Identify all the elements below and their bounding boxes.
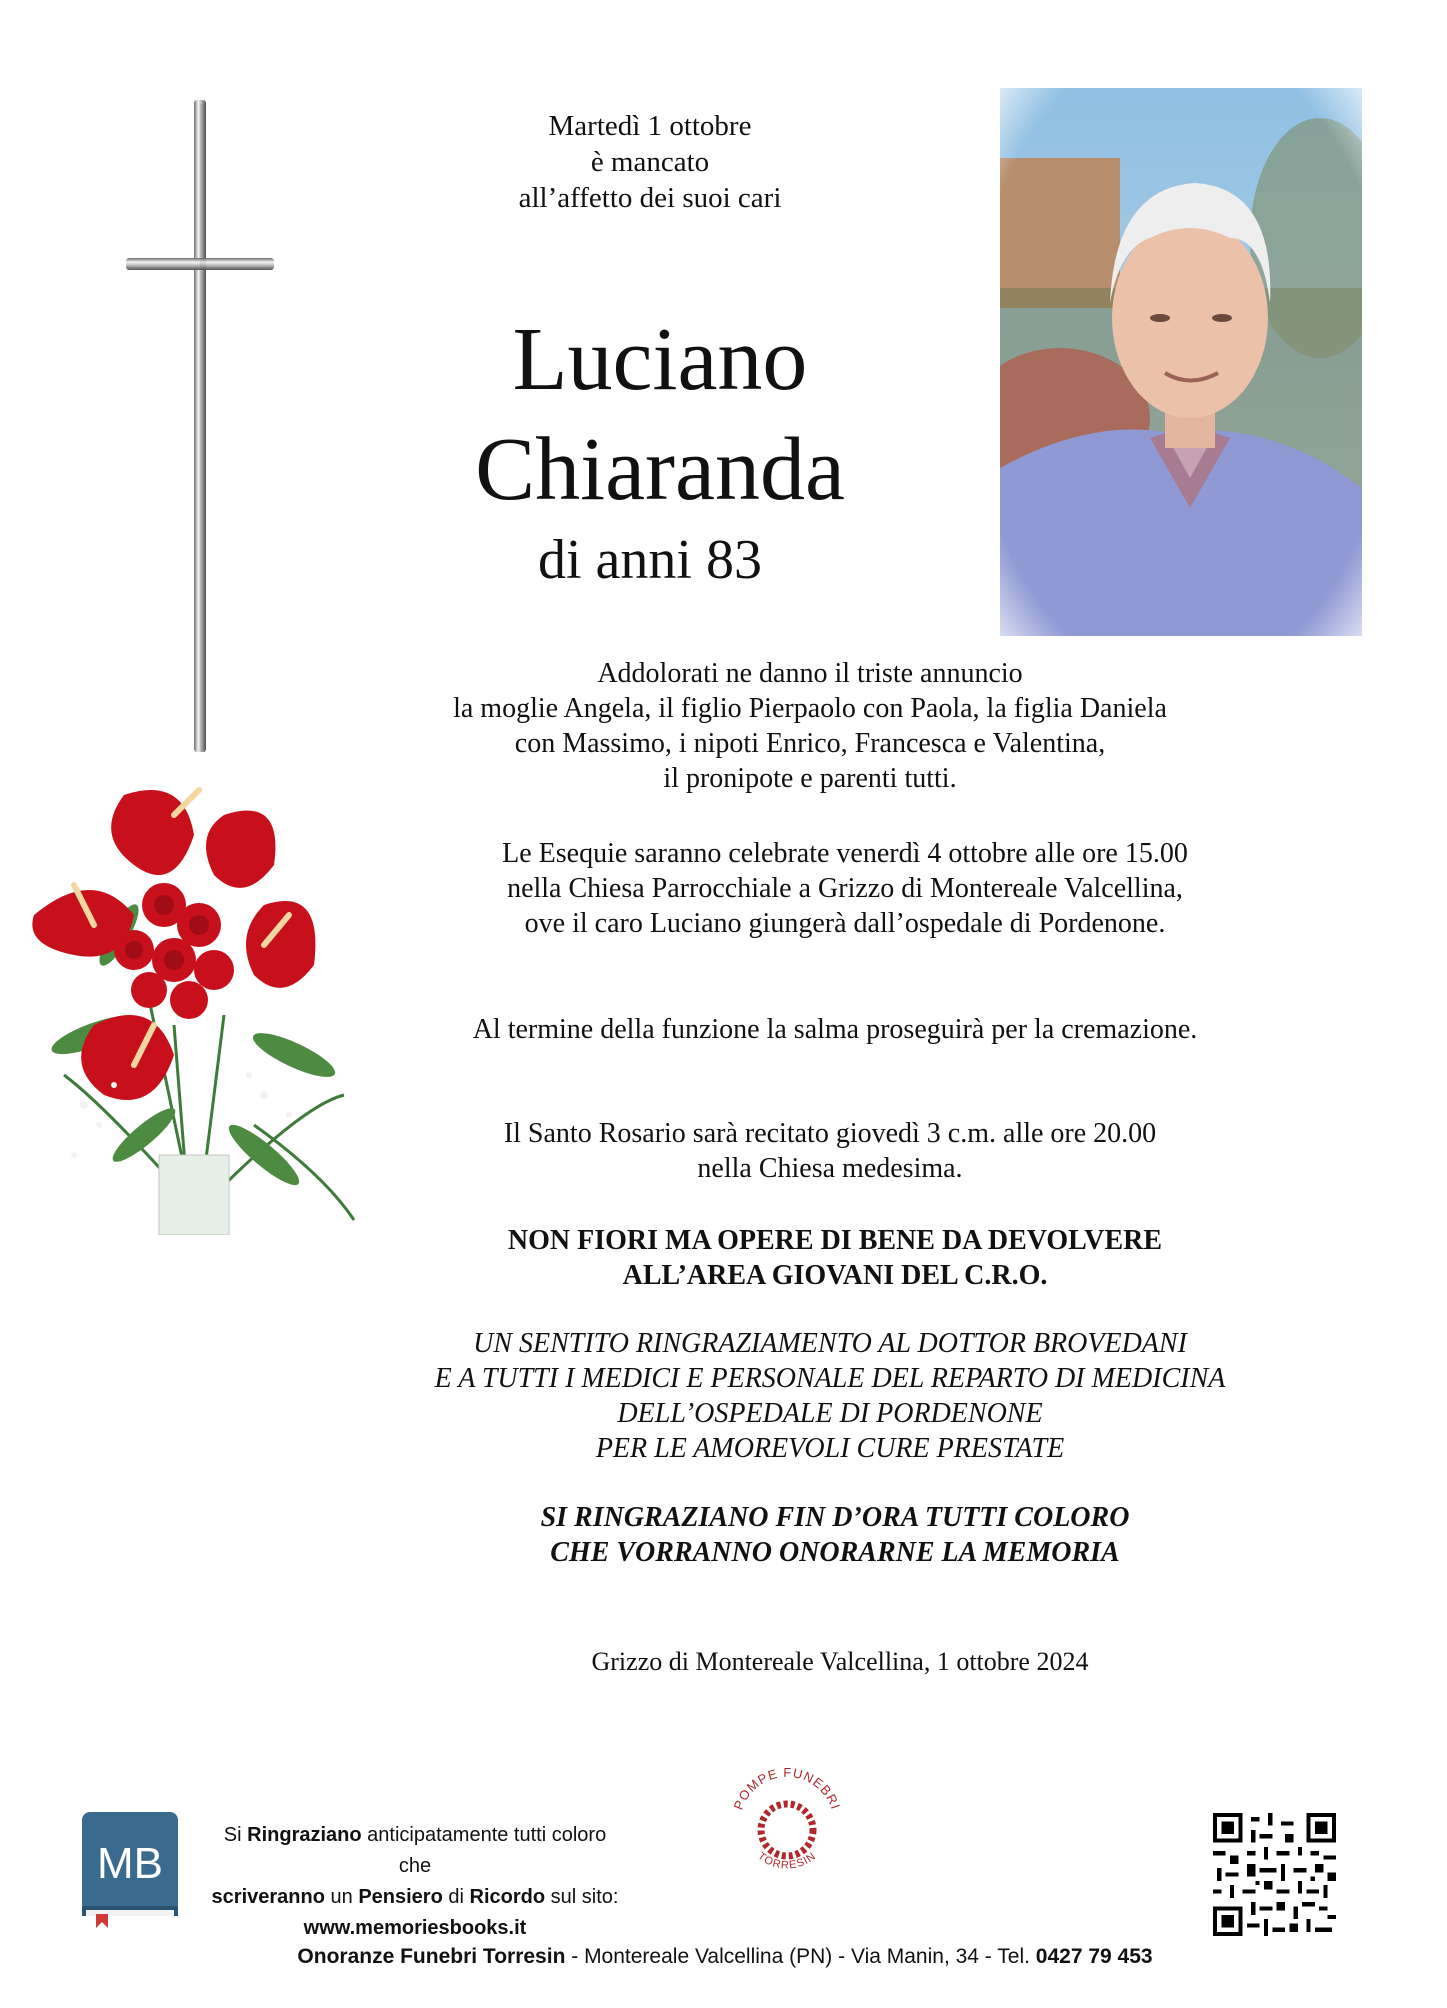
- thanks-doctors-line: E A TUTTI I MEDICI E PERSONALE DEL REPARTO DI MEDICINA: [434, 1363, 1226, 1394]
- mb-text-part: un: [330, 1886, 353, 1908]
- announcement-line: con Massimo, i nipoti Enrico, Francesca e Valentina,: [514, 728, 1106, 759]
- footer-address: - Montereale Valcellina (PN) - Via Manin, 34 - Tel.: [565, 1945, 1036, 1968]
- place-date: Grizzo di Montereale Valcellina, 1 ottobre 2024: [591, 1647, 1089, 1676]
- portrait-photo: [1000, 88, 1362, 636]
- memoriesbooks-logo-icon: [80, 1810, 180, 1930]
- thanks-all-line: SI RINGRAZIANO FIN D’ORA TUTTI COLORO: [540, 1502, 1130, 1533]
- mb-text-bold: Ricordo: [469, 1886, 546, 1908]
- mb-text-bold: Pensiero: [358, 1886, 443, 1908]
- thanks-doctors-line: DELL’OSPEDALE DI PORDENONE: [617, 1398, 1043, 1429]
- mb-text-part: anticipatamente tutti coloro che: [367, 1824, 607, 1877]
- last-name: Chiaranda: [475, 420, 845, 519]
- torresin-logo-icon: [722, 1758, 852, 1888]
- flower-bouquet-icon: [24, 775, 359, 1235]
- affection-line: all’affetto dei suoi cari: [518, 182, 782, 214]
- rosary-line: nella Chiesa medesima.: [697, 1153, 963, 1184]
- announcement-line: Addolorati ne danno il triste annuncio: [597, 658, 1023, 689]
- passed-away-line: è mancato: [590, 146, 710, 178]
- memoriesbooks-text: [210, 1820, 620, 1944]
- footer-phone[interactable]: 0427 79 453: [1035, 1945, 1153, 1968]
- mb-text-bold: Ringraziano: [247, 1824, 362, 1846]
- age-text: di anni 83: [538, 529, 762, 591]
- announcement-line: la moglie Angela, il figlio Pierpaolo con Paola, la figlia Daniela: [453, 693, 1167, 724]
- mb-text-bold: scriveranno: [211, 1886, 325, 1908]
- first-name: Luciano: [512, 310, 808, 409]
- rosary-line: Il Santo Rosario sarà recitato giovedì 3 c.m. alle ore 20.00: [503, 1118, 1157, 1149]
- death-date-line: Martedì 1 ottobre: [548, 110, 752, 142]
- memoriesbooks-url[interactable]: www.memoriesbooks.it: [303, 1917, 527, 1939]
- torresin-top-text: POMPE FUNEBRI: [730, 1764, 844, 1812]
- thanks-all-line: CHE VORRANNO ONORARNE LA MEMORIA: [550, 1537, 1120, 1568]
- torresin-bottom-text: TORRESIN: [755, 1850, 819, 1872]
- thanks-doctors-line: PER LE AMOREVOLI CURE PRESTATE: [595, 1433, 1065, 1464]
- svg-text:TORRESIN: [755, 1850, 818, 1871]
- announcement-line: il pronipote e parenti tutti.: [663, 763, 957, 794]
- footer-company: Onoranze Funebri Torresin: [297, 1945, 566, 1968]
- thanks-doctors-line: UN SENTITO RINGRAZIAMENTO AL DOTTOR BROVEDANI: [473, 1328, 1187, 1359]
- mb-text-part: di: [448, 1886, 464, 1908]
- qr-code[interactable]: [1213, 1813, 1336, 1936]
- funeral-line: Le Esequie saranno celebrate venerdì 4 ottobre alle ore 15.00: [502, 838, 1188, 869]
- mb-logo-text: MB: [97, 1839, 163, 1888]
- cross-icon: [120, 100, 280, 760]
- cremation-line: Al termine della funzione la salma proseguirà per la cremazione.: [472, 1014, 1198, 1045]
- footer: [200, 1942, 1250, 1972]
- no-flowers-line: NON FIORI MA OPERE DI BENE DA DEVOLVERE: [507, 1225, 1163, 1256]
- funeral-line: ove il caro Luciano giungerà dall’ospedale di Pordenone.: [524, 908, 1166, 939]
- funeral-line: nella Chiesa Parrocchiale a Grizzo di Montereale Valcellina,: [507, 873, 1183, 904]
- mb-text-part: Si: [223, 1824, 242, 1846]
- mb-text-part: sul sito:: [550, 1886, 619, 1908]
- no-flowers-line: ALL’AREA GIOVANI DEL C.R.O.: [622, 1260, 1048, 1291]
